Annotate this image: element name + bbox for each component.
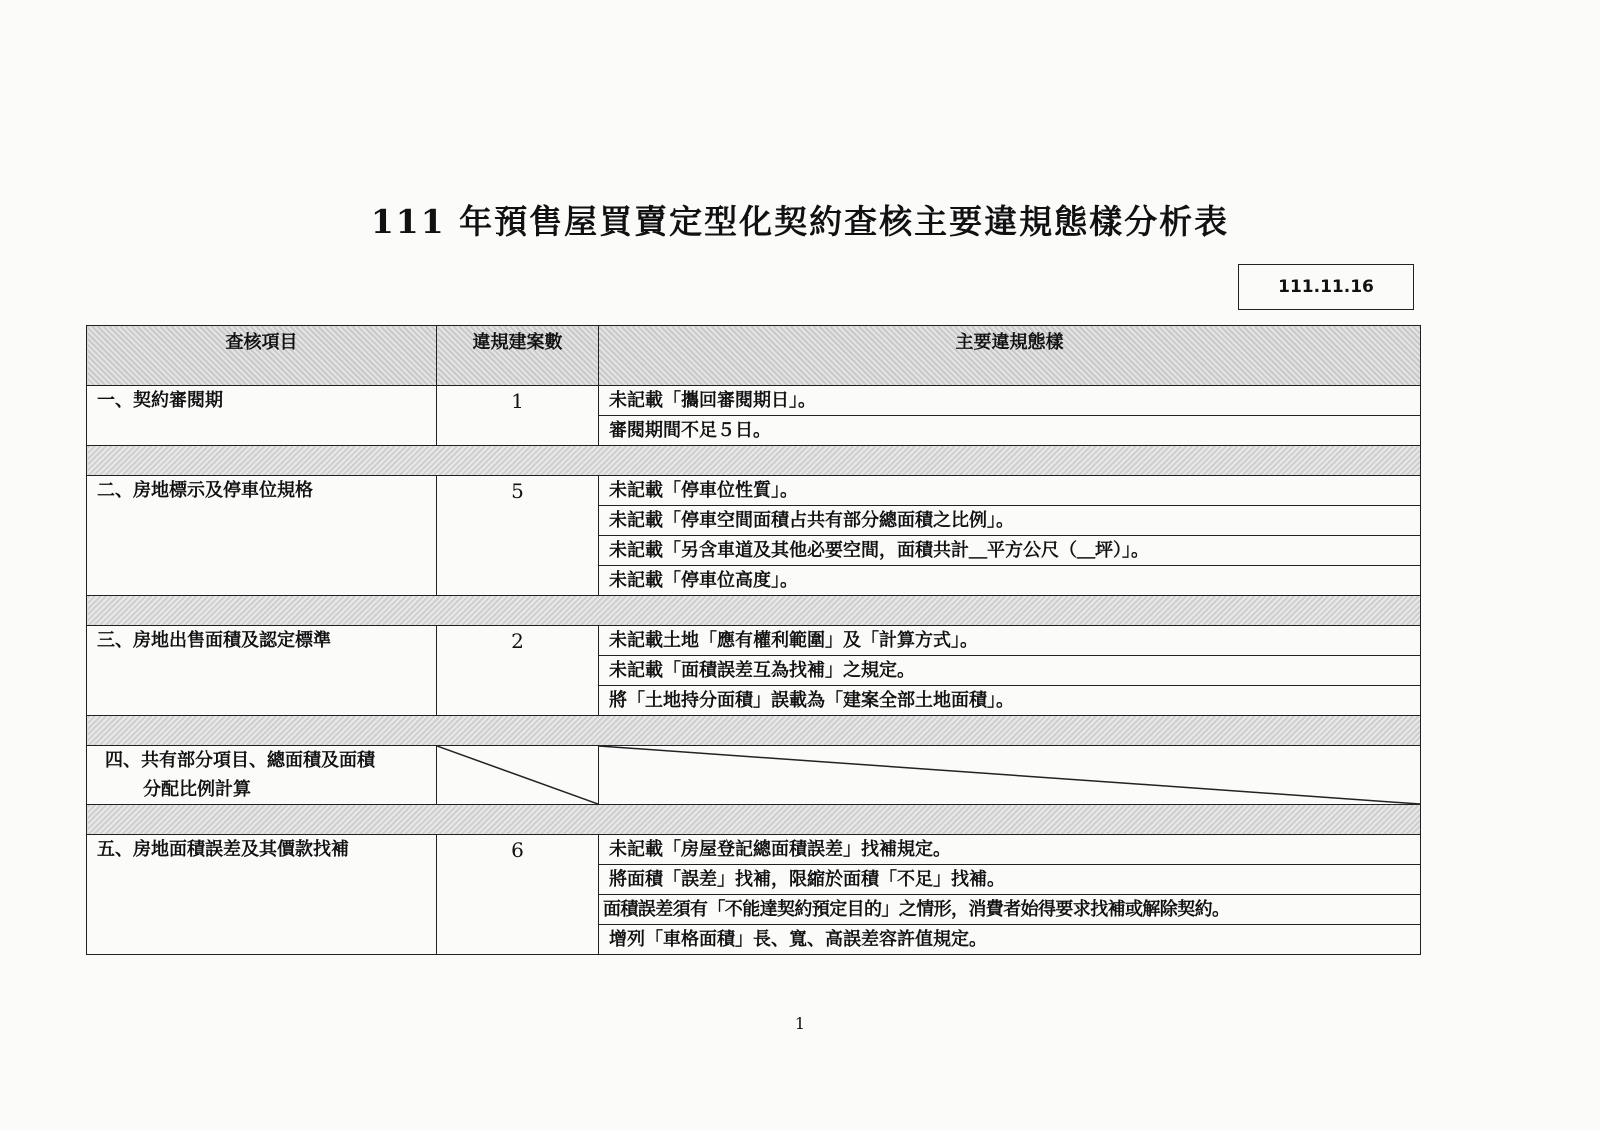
row-count: 5: [437, 476, 599, 596]
violation-desc: 未記載「停車位高度」。: [599, 566, 1421, 596]
table-row: [87, 626, 1421, 656]
row-item-line2: 分配比例計算: [143, 779, 251, 800]
table-row: [87, 746, 1421, 805]
page-title: 111 年預售屋買賣定型化契約查核主要違規態樣分析表: [370, 202, 1230, 241]
row-item: 三、房地出售面積及認定標準: [87, 626, 437, 716]
table-header-row: [87, 326, 1421, 386]
row-item: 五、房地面積誤差及其價款找補: [87, 835, 437, 955]
violation-desc: 將面積「誤差」找補，限縮於面積「不足」找補。: [599, 865, 1421, 895]
row-item-line1: 四、共有部分項目、總面積及面積: [105, 750, 375, 771]
separator-row: [87, 596, 1421, 626]
diagonal-line: [437, 746, 598, 804]
table-row: [87, 835, 1421, 865]
violation-desc: 未記載「面積誤差互為找補」之規定。: [599, 656, 1421, 686]
diagonal-line: [599, 746, 1420, 804]
date-box: 111.11.16: [1238, 264, 1414, 310]
header-desc: 主要違規態樣: [599, 326, 1421, 386]
row-count: 2: [437, 626, 599, 716]
analysis-table: [86, 325, 1421, 955]
violation-desc: 未記載「停車空間面積占共有部分總面積之比例」。: [599, 506, 1421, 536]
row-item: 二、房地標示及停車位規格: [87, 476, 437, 596]
table-row: [87, 476, 1421, 506]
page-number: 1: [794, 1014, 806, 1033]
header-item: 查核項目: [87, 326, 437, 386]
violation-desc: 未記載「房屋登記總面積誤差」找補規定。: [599, 835, 1421, 865]
row-item: 一、契約審閱期: [87, 386, 437, 446]
violation-desc: 未記載「停車位性質」。: [599, 476, 1421, 506]
violation-desc: 未記載「攜回審閱期日」。: [599, 386, 1421, 416]
violation-desc: 未記載「另含車道及其他必要空間，面積共計＿平方公尺（＿坪）」。: [599, 536, 1421, 566]
row-count: 6: [437, 835, 599, 955]
row-count: 1: [437, 386, 599, 446]
table-row: [87, 386, 1421, 416]
row-item: [87, 746, 437, 805]
empty-desc-cell: [599, 746, 1421, 805]
violation-desc: 未記載土地「應有權利範圍」及「計算方式」。: [599, 626, 1421, 656]
separator-row: [87, 446, 1421, 476]
header-count: 違規建案數: [437, 326, 599, 386]
violation-desc: 增列「車格面積」長、寬、高誤差容許值規定。: [599, 925, 1421, 955]
violation-desc: 面積誤差須有「不能達契約預定目的」之情形，消費者始得要求找補或解除契約。: [599, 895, 1421, 925]
violation-desc: 審閱期間不足５日。: [599, 416, 1421, 446]
separator-row: [87, 716, 1421, 746]
violation-desc: 將「土地持分面積」誤載為「建案全部土地面積」。: [599, 686, 1421, 716]
separator-row: [87, 805, 1421, 835]
empty-count-cell: [437, 746, 599, 805]
